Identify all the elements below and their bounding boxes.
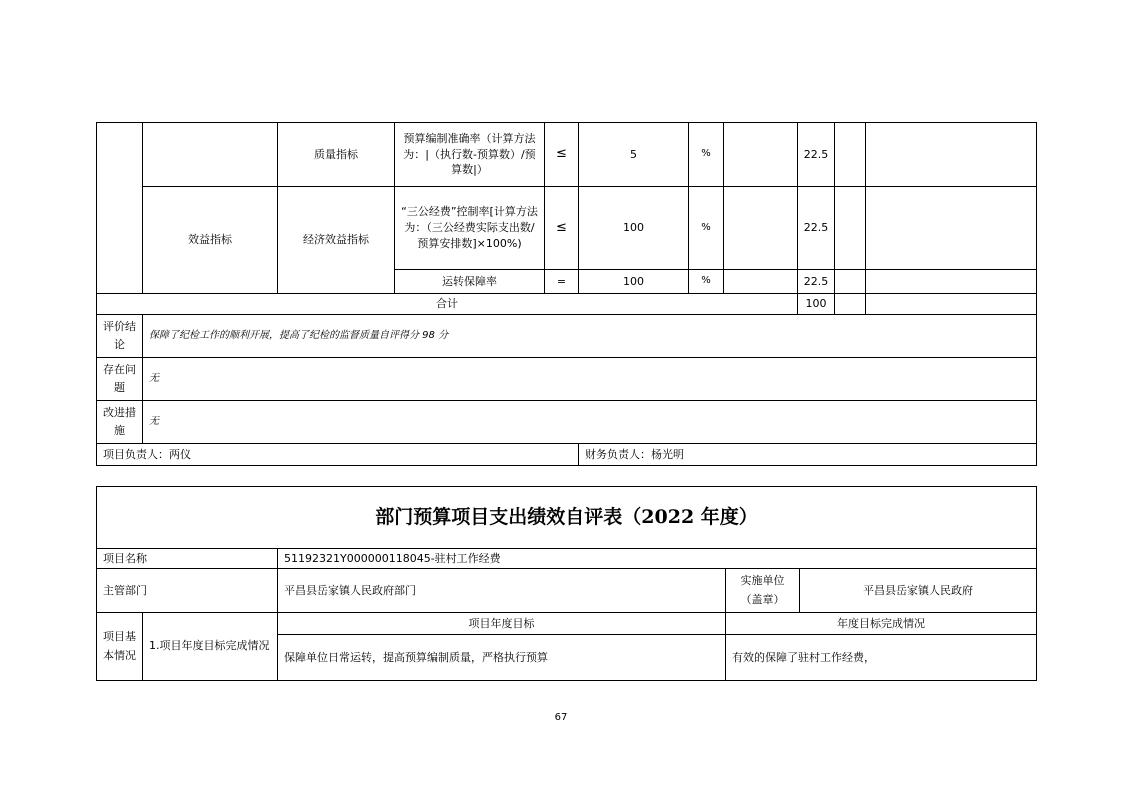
problems-label: 存在问题	[97, 358, 143, 401]
annual-goal-text: 保障单位日常运转，提高预算编制质量，严格执行预算	[278, 635, 726, 681]
benefit-indicator-text: “三公经费”控制率[计算方法为：（三公经费实际支出数/预算安排数]×100%)	[395, 187, 545, 270]
operation-unit: %	[689, 270, 724, 294]
quality-actual-empty	[724, 123, 798, 187]
quality-weight: 22.5	[798, 123, 835, 187]
quality-operator: ≤	[545, 123, 579, 187]
completion-label: 1.项目年度目标完成情况	[143, 613, 278, 681]
project-name-value: 51192321Y000000118045-驻村工作经费	[278, 549, 1037, 569]
problems-row	[97, 358, 1037, 401]
basic-info-label: 项目基本情况	[97, 613, 143, 681]
improvements-label: 改进措施	[97, 401, 143, 444]
title-row	[97, 487, 1037, 549]
benefit-actual-empty	[724, 187, 798, 270]
finance-leader: 财务负责人：杨光明	[579, 444, 1037, 466]
department-value: 平昌县岳家镇人民政府部门	[278, 569, 726, 613]
performance-indicator-table	[96, 122, 1037, 466]
benefit-level1: 效益指标	[143, 187, 278, 294]
evaluation-text: 保障了纪检工作的顺利开展，提高了纪检的监督质量自评得分 98 分	[143, 315, 1037, 358]
operation-actual-empty	[724, 270, 798, 294]
signature-row	[97, 444, 1037, 466]
table-title: 部门预算项目支出绩效自评表（2022 年度）	[97, 487, 1037, 549]
annual-goal-header: 项目年度目标	[278, 613, 726, 635]
project-leader: 项目负责人：两仪	[97, 444, 579, 466]
evaluation-label: 评价结论	[97, 315, 143, 358]
implementing-unit-value: 平昌县岳家镇人民政府	[800, 569, 1037, 613]
benefit-operator: ≤	[545, 187, 579, 270]
goal-header-row	[97, 613, 1037, 635]
level1-cell-empty	[143, 123, 278, 187]
improvements-text: 无	[143, 401, 1037, 444]
improvements-row	[97, 401, 1037, 444]
evaluation-row	[97, 315, 1037, 358]
completion-text: 有效的保障了驻村工作经费，	[726, 635, 1037, 681]
total-score-empty	[835, 294, 866, 315]
project-name-row	[97, 549, 1037, 569]
problems-text: 无	[143, 358, 1037, 401]
quality-indicator-text: 预算编制准确率（计算方法为：|（执行数-预算数）/预算数|）	[395, 123, 545, 187]
department-label: 主管部门	[97, 569, 278, 613]
benefit-score-empty	[835, 187, 866, 270]
operation-operator: =	[545, 270, 579, 294]
operation-indicator-text: 运转保障率	[395, 270, 545, 294]
operation-weight: 22.5	[798, 270, 835, 294]
benefit-category: 经济效益指标	[278, 187, 395, 294]
department-row	[97, 569, 1037, 613]
total-label: 合计	[97, 294, 798, 315]
quality-indicator-row	[97, 123, 1037, 187]
quality-target: 5	[579, 123, 689, 187]
total-row	[97, 294, 1037, 315]
operation-target: 100	[579, 270, 689, 294]
operation-score-empty	[835, 270, 866, 294]
outer-category-cell	[97, 123, 143, 294]
benefit-indicator-row	[97, 187, 1037, 270]
benefit-weight: 22.5	[798, 187, 835, 270]
completion-header: 年度目标完成情况	[726, 613, 1037, 635]
total-weight: 100	[798, 294, 835, 315]
quality-unit: %	[689, 123, 724, 187]
benefit-target: 100	[579, 187, 689, 270]
page-number: 67	[554, 712, 568, 723]
implementing-unit-label: 实施单位（盖章）	[726, 569, 800, 613]
total-note-empty	[866, 294, 1037, 315]
operation-note-empty	[866, 270, 1037, 294]
quality-category: 质量指标	[278, 123, 395, 187]
quality-score-empty	[835, 123, 866, 187]
project-name-label: 项目名称	[97, 549, 278, 569]
benefit-unit: %	[689, 187, 724, 270]
benefit-note-empty	[866, 187, 1037, 270]
quality-note-empty	[866, 123, 1037, 187]
self-evaluation-table	[96, 486, 1037, 681]
